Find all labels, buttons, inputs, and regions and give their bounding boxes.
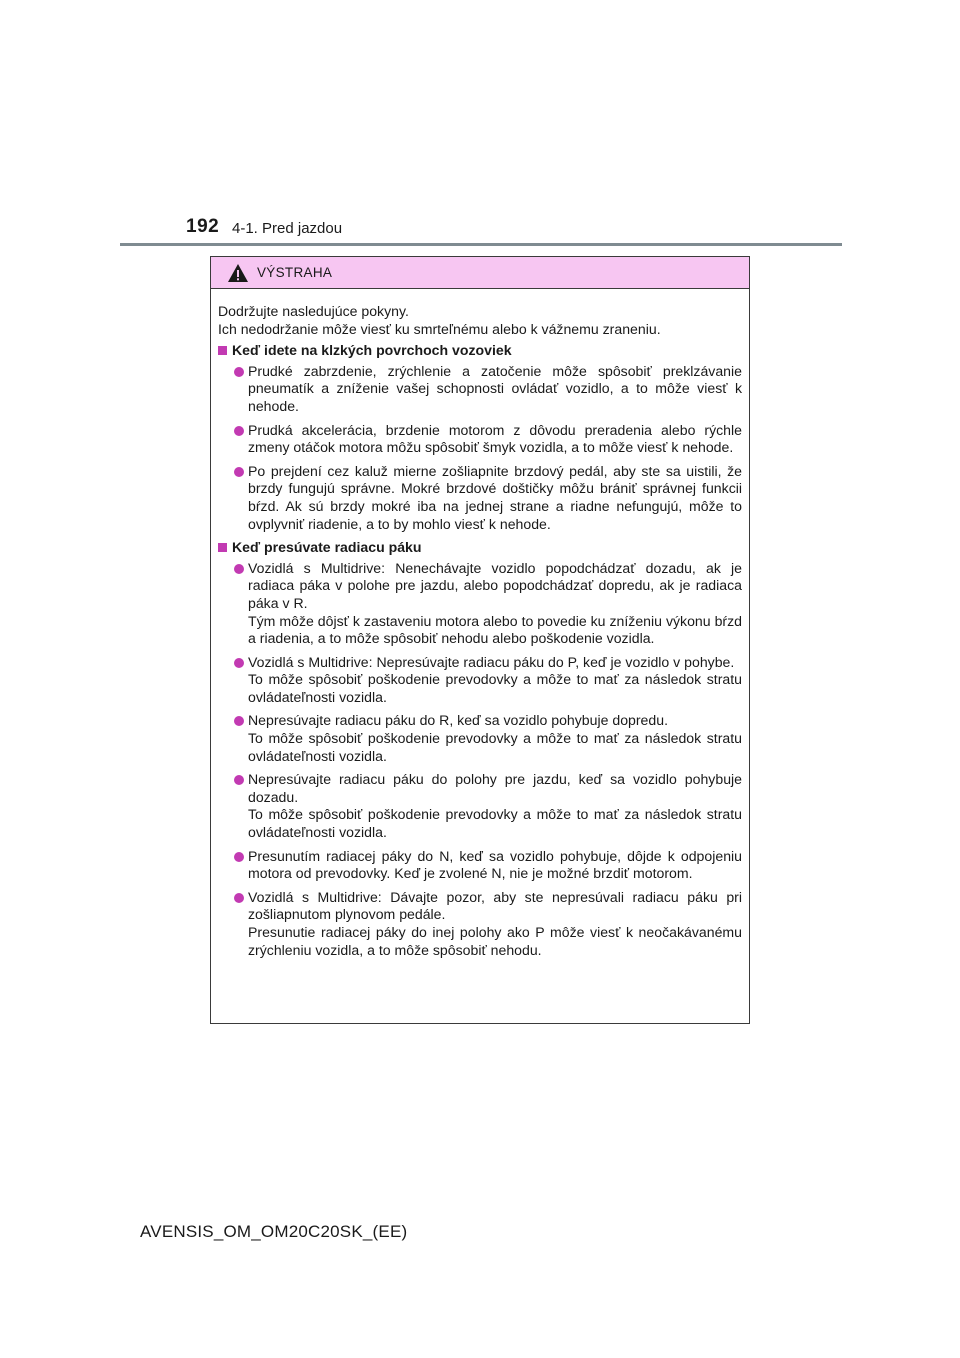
warning-title: VÝSTRAHA [257,265,333,280]
bullet-icon [234,426,244,436]
bullet-icon [234,775,244,785]
page-number: 192 [186,216,220,237]
list-item [218,560,742,648]
warning-header [211,257,749,289]
item-text: Vozidlá s Multidrive: Nenechávajte vozidlo popodchádzať dozadu, ak je radiaca páka v polohe pre jazdu, alebo popodchádzať dopredu, ak je radiaca páka v R. [248,559,742,611]
list-item [218,771,742,841]
header-rule [120,243,842,246]
list-item [218,363,742,416]
section-heading-text: Keď presúvate radiacu páku [232,539,422,556]
square-bullet-icon [218,346,227,355]
list-item [218,463,742,533]
item-text: To môže spôsobiť poškodenie prevodovky a môže to mať za následok stratu ovládateľnosti vozidla. [248,671,742,705]
bullet-icon [234,467,244,477]
warning-box [210,256,750,1024]
item-text: Vozidlá s Multidrive: Nepresúvajte radiacu páku do P, keď je vozidlo v pohybe. [248,653,735,670]
section-title: 4-1. Pred jazdou [232,220,343,237]
list-item [218,848,742,883]
document-code: AVENSIS_OM_OM20C20SK_(EE) [140,1222,408,1241]
section-heading [218,539,742,557]
item-text: Presunutím radiacej páky do N, keď sa vozidlo pohybuje, dôjde k odpojeniu motora od prevodovky. Keď je zvolené N, nie je možné brzdiť motorom. [248,847,742,882]
item-text: Nepresúvajte radiacu páku do polohy pre jazdu, keď sa vozidlo pohybuje dozadu. [248,771,742,805]
item-text: Presunutie radiacej páky do inej polohy ako P môže viesť k neočakávanému zrýchleniu vozidla, a to môže spôsobiť nehodu. [248,924,742,958]
intro-line: Ich nedodržanie môže viesť ku smrteľnému alebo k vážnemu zraneniu. [218,320,661,337]
warning-triangle-icon [227,263,249,283]
bullet-icon [234,564,244,574]
item-text: To môže spôsobiť poškodenie prevodovky a môže to mať za následok stratu ovládateľnosti vozidla. [248,730,742,764]
section-heading [218,342,742,360]
section-heading-text: Keď idete na klzkých povrchoch vozoviek [232,342,512,359]
square-bullet-icon [218,543,227,552]
item-text: Nepresúvajte radiacu páku do R, keď sa vozidlo pohybuje dopredu. [248,712,668,729]
intro-line: Dodržujte nasledujúce pokyny. [218,303,409,319]
item-text: Prudké zabrzdenie, zrýchlenie a zatočenie môže spôsobiť preklzávanie pneumatík a zníženie vašej schopnosti ovládať vozidlo, a to môže viesť k nehode. [248,362,742,414]
bullet-icon [234,716,244,726]
bullet-icon [234,658,244,668]
bullet-icon [234,367,244,377]
warning-body [211,289,749,959]
list-item [218,422,742,457]
list-item [218,654,742,707]
item-text: Prudká akcelerácia, brzdenie motorom z dôvodu preradenia alebo rýchle zmeny otáčok motora môžu spôsobiť šmyk vozidla, a to môže viesť k nehode. [248,421,742,456]
item-text: Vozidlá s Multidrive: Dávajte pozor, aby ste nepresúvali radiacu páku pri zošliapnutom plynovom pedále. [248,888,742,923]
item-text: Tým môže dôjsť k zastaveniu motora alebo to povedie ku zníženiu výkonu bŕzd a riadenia, a to môže spôsobiť nehodu alebo poškodenie vozidla. [248,612,742,647]
list-item [218,712,742,765]
item-text: To môže spôsobiť poškodenie prevodovky a môže to mať za následok stratu ovládateľnosti vozidla. [248,806,742,841]
item-text: Po prejdení cez kaluž mierne zošliapnite brzdový pedál, aby ste sa uistili, že brzdy fungujú správne. Mokré brzdové doštičky môžu brániť správnej funkcii bŕzd. Ak sú brzdy mokré iba na jednej strane a riadne nefungujú, môže to ovplyvniť riadenie, a to by mohlo viesť k nehode. [248,462,742,532]
list-item [218,889,742,959]
bullet-icon [234,893,244,903]
bullet-icon [234,852,244,862]
